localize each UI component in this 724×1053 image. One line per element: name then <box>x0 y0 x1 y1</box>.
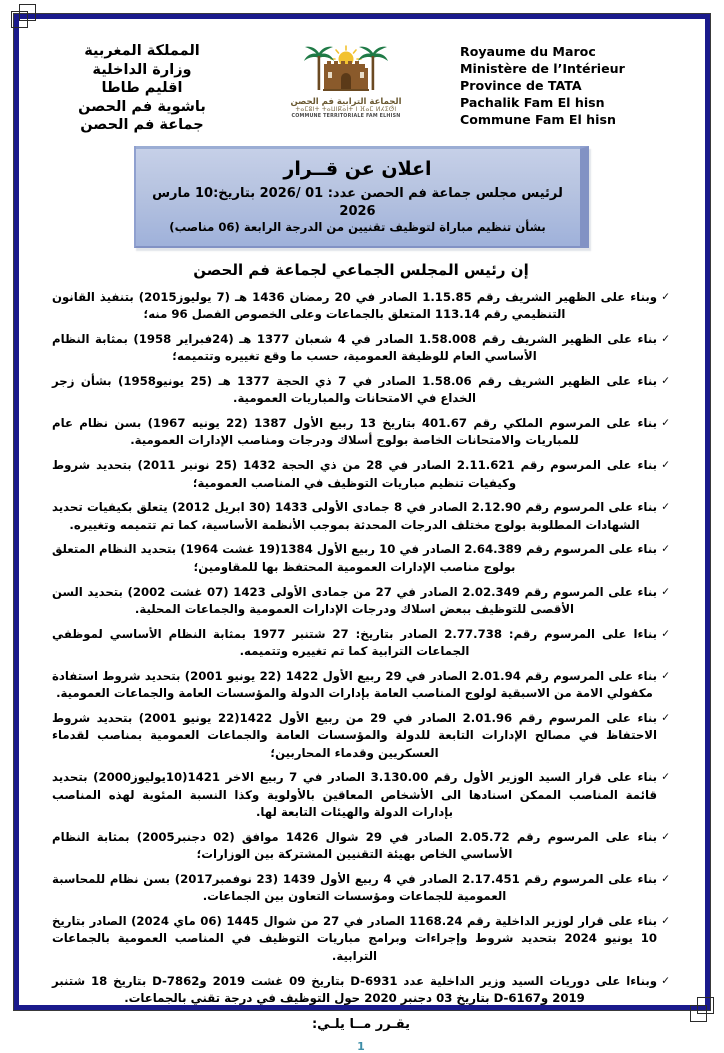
logo-arabic-text: الجماعة الترابية فم الحصن <box>290 97 402 107</box>
legal-basis-clause <box>52 499 670 534</box>
checkmark-bullet-icon: ✓ <box>661 627 670 640</box>
checkmark-bullet-icon: ✓ <box>661 501 670 514</box>
announcement-reference-line: لرئيس مجلس جماعة فم الحصن عدد: 01 /2026 بتاريخ:10 مارس 2026 <box>152 186 563 219</box>
document-content <box>22 22 702 1053</box>
legal-basis-clause-text: بناء على المرسوم رقم 2.05.72 الصادر في 29 شوال 1426 موافق (02 دجنبر2005) بمثابة النظام الأساسي الخاص بهيئة التقنيين المشتركة بين الوزارات؛ <box>52 829 657 862</box>
legal-basis-clause <box>52 457 670 492</box>
french-heading-line-2: Ministère de l’Intérieur <box>460 60 625 76</box>
legal-basis-clause-text: بناء على الظهير الشريف رقم 1.58.008 الصادر في 4 شعبان 1377 هـ (24فبراير 1958) بمثابة النظام الأساسي العام للوظيفة العمومية، حسب ما وقع تغييره وتتميمه؛ <box>52 331 658 364</box>
legal-basis-clause-text: بناء على المرسوم رقم 2.17.451 الصادر في 4 ربيع الأول 1439 (23 نوفمبر2017) بسن نظام للمحاسبة العمومية للجماعات ومؤسسات التعاون بين الجماعات. <box>52 871 658 904</box>
checkmark-bullet-icon: ✓ <box>661 543 670 556</box>
legal-basis-clause-text: بناء على الظهير الشريف رقم 1.58.06 الصادر في 7 ذي الحجة 1377 هـ (25 يونيو1958) بشأن زجر الخداع في الامتحانات والمباريات العمومية. <box>52 373 658 406</box>
page-number: 1 <box>357 1040 365 1053</box>
checkmark-bullet-icon: ✓ <box>661 459 670 472</box>
legal-basis-clause-list <box>52 289 670 1007</box>
legal-basis-clause-text: وبناء على الظهير الشريف رقم 1.15.85 الصادر في 20 رمضان 1436 هـ (7 يوليوز2015) بتنفيذ القانون التنظيمي رقم 113.14 المتعلق بالجماعات وعلى الخصوص الفصل 96 منه؛ <box>52 289 657 322</box>
french-administration-heading <box>460 40 670 128</box>
announcement-title-box <box>134 146 589 248</box>
legal-basis-clause-text: بناء على المرسوم الملكي رقم 401.67 بتاريخ 13 ربيع الأول 1387 (22 يونيه 1967) بسن نظام عام للمباريات والامتحانات الخاصة بولوج أسلاك ودرجات ومناصب الإدارات العمومية. <box>52 416 657 448</box>
legal-basis-clause <box>52 668 670 703</box>
legal-basis-clause-text: بناء على المرسوم رقم 2.64.389 الصادر في 10 ربيع الأول 1384(19 غشت 1964) بتحديد النظام المتعلق بولوج مناصب الإدارات العمومية المحتفظ بها للمقاومين؛ <box>52 542 657 574</box>
corner-ornament-top-left-secondary <box>19 4 36 21</box>
document-header <box>52 40 670 132</box>
legal-basis-clause-text: بناء على قرار السيد الوزير الأول رقم 3.130.00 الصادر في 7 ربيع الاخر 1421(10يوليوز2000) بتحديد قائمة المناصب الممكن اسنادها الى الأشخاص المعاقين بالأولوية وكذا النسبة المئوية لهذه المناصب بإدارات الدولة والهيئات التابعة لها. <box>52 770 658 820</box>
logo-tifinagh-text: ⵜⴰⵎⵓⵏⵜ ⵜⴰⵡⵏⴽⴰⵏⵜ ⵏ ⴼⴰⵎ ⵍⵃⵉⵚⵏ <box>295 106 397 114</box>
issuing-authority-heading: إن رئيس المجلس الجماعي لجماعة فم الحصن <box>193 260 529 279</box>
legal-basis-clause-text: بناءا على المرسوم رقم: 2.77.738 الصادر بتاريخ: 27 شتنبر 1977 بمثابة النظام الأساسي لموظفي الجماعات الترابية كما تم تغييره وتتميمه. <box>52 626 657 659</box>
legal-basis-clause <box>52 769 670 821</box>
checkmark-bullet-icon: ✓ <box>661 872 670 885</box>
legal-basis-clause <box>52 415 670 450</box>
decision-closing-phrase: يقـرر مــا يلـي: <box>311 1017 411 1033</box>
checkmark-bullet-icon: ✓ <box>661 915 670 928</box>
arabic-administration-heading <box>52 40 232 135</box>
french-heading-line-1: Royaume du Maroc <box>460 44 596 59</box>
commune-logo <box>290 40 402 119</box>
french-heading-line-4: Pachalik Fam El hisn <box>460 94 605 110</box>
legal-basis-clause <box>52 584 670 619</box>
arabic-heading-line-1: المملكة المغربية <box>84 43 200 59</box>
logo-french-text: COMMUNE TERRITORIALE FAM ELHISN <box>291 113 401 119</box>
kasbah-palms-sun-emblem-icon <box>297 42 395 97</box>
legal-basis-clause <box>52 829 670 864</box>
legal-basis-clause <box>52 710 670 762</box>
legal-basis-clause <box>52 373 670 408</box>
checkmark-bullet-icon: ✓ <box>661 332 670 345</box>
legal-basis-clause <box>52 626 670 661</box>
legal-basis-clause-text: بناء على المرسوم رقم 2.01.96 الصادر في 29 من ربيع الأول 1422(22 يونيو 2001) بتحديد شروط الاحتفاظ في مصالح الإدارات التابعة للدولة والمؤسسات العامة والجماعات العمومية بمناصب لقدماء العسكريين وقدماء المحاربين؛ <box>52 710 657 760</box>
arabic-heading-line-5: جماعة فم الحصن <box>80 117 204 134</box>
announcement-title: اعلان عن قــرار <box>283 158 432 180</box>
checkmark-bullet-icon: ✓ <box>661 585 670 598</box>
announcement-title-box-wrapper <box>134 146 589 248</box>
checkmark-bullet-icon: ✓ <box>661 669 670 682</box>
legal-basis-clause-text: بناء على المرسوم رقم 2.12.90 الصادر في 8 جمادى الأولى 1433 (30 ابريل 2012) يتعلق بكيفيات تحديد الشهادات المطلوبة بولوج مختلف الدرجات المحدثة بموجب الأنظمة الأساسية، كما تم تتميمه وتغييره. <box>52 500 657 532</box>
legal-basis-clause <box>52 871 670 906</box>
corner-ornament-bottom-right-secondary <box>690 1005 707 1022</box>
legal-basis-clause-text: وبناءا على دوريات السيد وزير الداخلية عدد D-6931 بتاريخ 09 غشت 2019 وD-7862 بتاريخ 18 شتنبر 2019 وD-6167 بتاريخ 03 دجنبر 2020 حول التوظيف في درجة تقني بالجماعات. <box>52 973 657 1005</box>
checkmark-bullet-icon: ✓ <box>661 711 670 724</box>
arabic-heading-line-3: اقليم طاطا <box>101 80 183 97</box>
legal-basis-clause <box>52 913 670 965</box>
legal-basis-clause-text: بناء على المرسوم رقم 2.11.621 الصادر في 28 من ذي الحجة 1432 (25 نونبر 2011) بتحديد شروط وكيفيات تنظيم مباريات التوظيف في المناصب العمومية؛ <box>52 458 657 490</box>
legal-basis-clause <box>52 331 670 366</box>
french-heading-line-5: Commune Fam El hisn <box>460 111 616 127</box>
legal-basis-clause <box>52 973 670 1008</box>
checkmark-bullet-icon: ✓ <box>661 417 670 430</box>
arabic-heading-line-4: باشوية فم الحصن <box>78 98 206 115</box>
checkmark-bullet-icon: ✓ <box>661 830 670 843</box>
checkmark-bullet-icon: ✓ <box>661 290 670 303</box>
legal-basis-clause <box>52 541 670 576</box>
checkmark-bullet-icon: ✓ <box>661 374 670 387</box>
french-heading-line-3: Province de TATA <box>460 77 582 93</box>
announcement-subject-line: بشأن تنظيم مباراة لتوظيف تقنيين من الدرجة الرابعة (06 مناصب) <box>169 220 546 235</box>
legal-basis-clause-text: بناء على المرسوم رقم 2.02.349 الصادر في 27 من جمادى الأولى 1423 (07 غشت 2002) بتحديد السن الأقصى للتوظيف ببعض اسلاك ودرجات الإدارات العمومية والجماعات المحلية. <box>52 584 658 616</box>
legal-basis-clause-text: بناء على المرسوم رقم 2.01.94 الصادر في 29 ربيع الأول 1422 (22 يونيو 2001) بتحديد شروط استفادة مكفولي الامة من الاسبقية لولوج المناصب العامة بإدارات الدولة والمؤسسات العامة والجماعات العمومية. <box>52 668 657 701</box>
checkmark-bullet-icon: ✓ <box>661 974 670 987</box>
legal-basis-clause <box>52 289 670 324</box>
checkmark-bullet-icon: ✓ <box>661 771 670 784</box>
legal-basis-clause-text: بناء على قرار لوزير الداخلية رقم 1168.24 الصادر في 27 من شوال 1445 (06 ماي 2024) الصادر بتاريخ 10 يونيو 2024 بتحديد شروط وإجراءات وبرامج مباريات التوظيف في المناصب العمومية بالجماعات الترابية. <box>52 914 657 963</box>
arabic-heading-line-2: وزارة الداخلية <box>92 61 192 78</box>
